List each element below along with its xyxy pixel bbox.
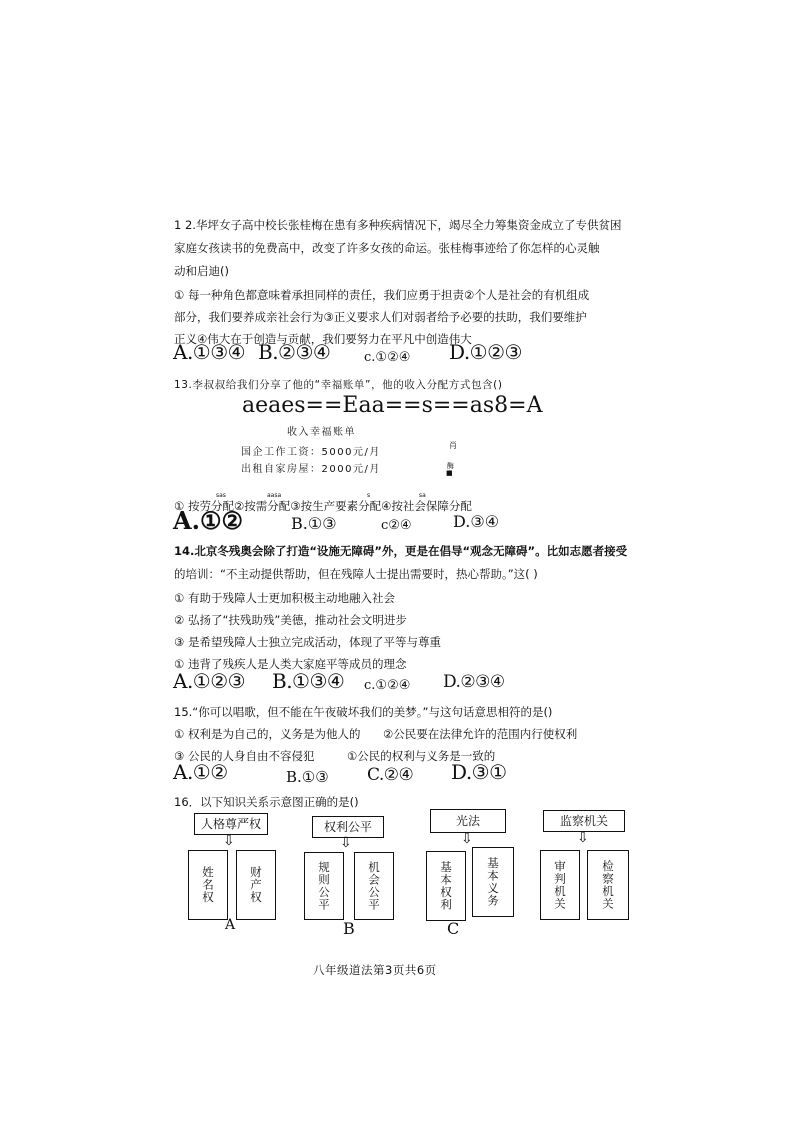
- q12-stem-line1: 1 2.华坪女子高中校长张桂梅在患有多种疾病情况下，竭尽全力筹集资金成立了专供贫困: [174, 218, 622, 232]
- q14-option-a: A.①②③: [173, 669, 246, 693]
- q12-statement-line2: 部分，我们要养成亲社会行为③正义要求人们对弱者给予必要的扶助，我们要维护: [174, 310, 587, 324]
- diagram-a-top-box: 人格尊严权: [194, 813, 268, 835]
- q14-stem-line1: 14.北京冬残奥会除了打造“设施无障碍”外，更是在倡导“观念无障碍”。比如志愿者接受: [174, 544, 628, 558]
- q16-caption-b: B: [343, 919, 355, 938]
- q13-statements: ① 按劳分配②按需分配③按生产要素分配④按社会保障分配: [174, 499, 472, 513]
- q15-option-a: A.①②: [173, 760, 228, 784]
- q13-bill-row-1: 国企工作工资：5000元/月: [241, 447, 381, 458]
- q13-mark-1: sas: [216, 492, 226, 499]
- diagram-c-left-box: 基本权利: [426, 851, 466, 921]
- q12-option-a: A.①③④: [173, 340, 246, 364]
- q12-statement-line1: ① 每一种角色都意味着承担同样的责任，我们应勇于担责②个人是社会的有机组成: [174, 288, 590, 302]
- q13-bill-title: 收入幸福账单: [287, 427, 356, 438]
- q12-stem-line3: 动和启迪(): [174, 264, 229, 278]
- q13-mark-2: aasa: [267, 492, 282, 499]
- q15-statement-1a: ① 权利是为自己的，义务是为他人的: [174, 727, 361, 741]
- q14-option-b: B.①③④: [272, 669, 345, 693]
- q13-side-mark-2: 酶: [447, 462, 454, 470]
- q12-option-c: c.①②④: [364, 350, 411, 365]
- arrow-down-icon: ⇩: [340, 835, 352, 851]
- q14-statement-1: ① 有助于残障人士更加积极主动地融入社会: [174, 591, 395, 605]
- q13-stem: 13.李叔叔给我们分享了他的“幸福账单”，他的收入分配方式包含(): [174, 379, 503, 391]
- q15-stem: 15.“你可以唱歌，但不能在午夜破坏我们的美梦。”与这句话意思相符的是(): [174, 705, 553, 719]
- q13-side-mark-1: 肖: [449, 441, 457, 450]
- q13-side-mark-3: ■: [446, 469, 453, 477]
- diagram-b-left-box: 规则公平: [304, 852, 344, 920]
- q13-option-c: c②④: [381, 518, 412, 533]
- q14-option-c: c.①②④: [364, 678, 411, 693]
- diagram-c-right-box: 基本义务: [472, 847, 514, 917]
- q14-option-d: D.②③④: [443, 672, 505, 692]
- q12-option-d: D.①②③: [449, 340, 522, 364]
- q15-option-b: B.①③: [286, 768, 329, 786]
- q14-statement-3: ③ 是希望残障人士独立完成活动，体现了平等与尊重: [174, 635, 441, 649]
- diagram-d-left-box: 审判机关: [540, 850, 580, 920]
- arrow-down-icon: ⇩: [577, 830, 589, 846]
- q13-option-a: A.①②: [173, 506, 244, 535]
- q14-statement-4: ① 违背了残疾人是人类大家庭平等成员的理念: [174, 657, 407, 671]
- q12-option-b: B.②③④: [258, 340, 331, 364]
- diagram-a-right-box: 财产权: [236, 850, 276, 920]
- q12-statement-line3: 正义④伟大在于创造与贡献，我们要努力在平凡中创造伟大: [174, 332, 472, 346]
- q13-bill-row-2: 出租自家房屋：2000元/月: [241, 464, 381, 475]
- q16-diagram-d: [537, 808, 633, 920]
- q15-statement-2b: ①公民的权利与义务是一致的: [347, 749, 496, 763]
- page-footer: 八年级道法第3页共6页: [313, 963, 437, 977]
- q16-caption-c: C: [447, 919, 460, 938]
- q13-option-d: D.③④: [453, 512, 500, 531]
- q15-option-d: D.③①: [451, 760, 507, 784]
- q13-option-b: B.①③: [291, 514, 337, 533]
- diagram-a-left-box: 姓名权: [188, 850, 228, 920]
- q13-garbled-line: aeaes==Eaa==s==as8=A: [242, 393, 543, 418]
- q15-statement-1b: ②公民要在法律允许的范围内行使权利: [383, 727, 578, 741]
- diagram-b-right-box: 机会公平: [354, 852, 394, 920]
- q16-caption-a: A: [225, 917, 236, 933]
- arrow-down-icon: ⇩: [461, 831, 473, 847]
- q12-stem-line2: 家庭女孩读书的免费高中，改变了许多女孩的命运。张桂梅事迹给了你怎样的心灵触: [174, 241, 600, 255]
- q15-option-c: C.②④: [367, 765, 414, 785]
- diagram-c-top-box: 光法: [430, 809, 506, 833]
- arrow-down-icon: ⇩: [223, 833, 235, 849]
- diagram-d-top-box: 监察机关: [543, 810, 625, 832]
- q16-diagram-b: [300, 812, 396, 924]
- diagram-b-top-box: 权利公平: [312, 816, 384, 838]
- q14-stem-line2: 的培训：“不主动提供帮助，但在残障人士提出需要时，热心帮助。”这( ): [174, 567, 538, 581]
- q16-diagram-c: [418, 807, 518, 923]
- diagram-d-right-box: 检察机关: [587, 850, 629, 920]
- q15-statement-2a: ③ 公民的人身自由不容侵犯: [174, 749, 315, 763]
- q14-statement-2: ② 弘扬了“扶残助残”美德，推动社会文明进步: [174, 613, 407, 627]
- q16-diagram-a: [185, 812, 277, 924]
- q16-stem: 16．以下知识关系示意图正确的是(): [174, 795, 359, 809]
- q13-mark-4: sa: [419, 492, 426, 499]
- q13-mark-3: s: [367, 492, 371, 499]
